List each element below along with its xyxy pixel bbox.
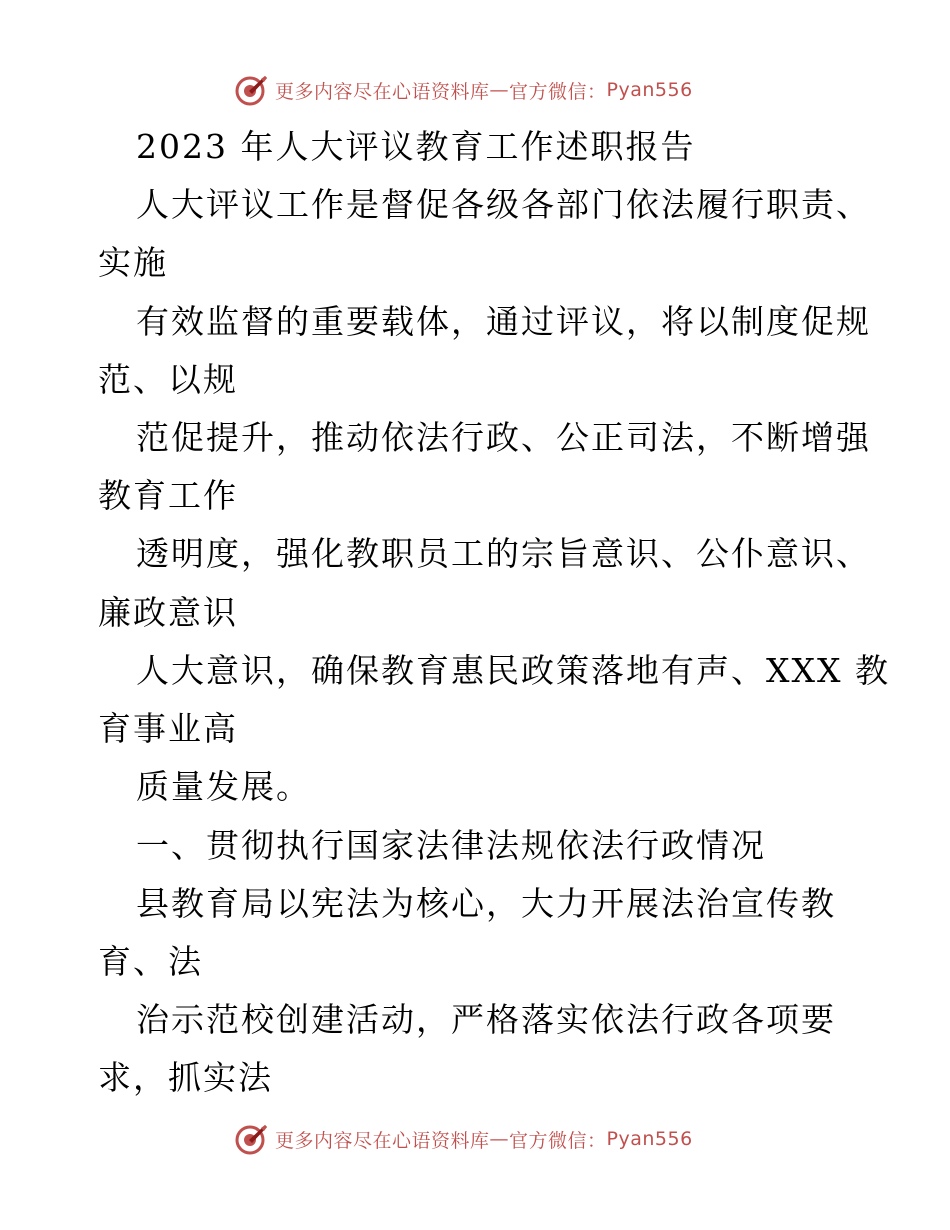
watermark-account: Pyan556 xyxy=(606,1128,693,1150)
pen-logo-icon xyxy=(235,1122,269,1156)
paragraph-line: 人大评议工作是督促各级各部门依法履行职责、 xyxy=(136,185,871,224)
watermark-dash: — xyxy=(489,1128,510,1150)
paragraph-line: 实施 xyxy=(98,243,168,282)
document-title: 2023 年人大评议教育工作述职报告 xyxy=(136,127,696,166)
paragraph-line: 县教育局以宪法为核心，大力开展法治宣传教 xyxy=(136,884,836,923)
paragraph-line: 育事业高 xyxy=(98,709,238,748)
paragraph-line: 人大意识，确保教育惠民政策落地有声、XXX 教 xyxy=(136,651,890,690)
paragraph-line: 有效监督的重要载体，通过评议，将以制度促规 xyxy=(136,302,871,341)
watermark-contact-label: 官方微信： xyxy=(509,80,607,103)
footer-watermark xyxy=(235,1122,693,1156)
watermark-contact-label: 官方微信： xyxy=(509,1129,607,1152)
paragraph-line: 求，抓实法 xyxy=(98,1058,273,1097)
paragraph-line: 教育工作 xyxy=(98,476,238,515)
watermark-library-name: 更多内容尽在心语资料库 xyxy=(275,1129,490,1152)
paragraph-line: 范促提升，推动依法行政、公正司法，不断增强 xyxy=(136,418,871,457)
section-heading: 一、贯彻执行国家法律法规依法行政情况 xyxy=(136,826,766,865)
header-watermark xyxy=(235,73,693,107)
watermark-account: Pyan556 xyxy=(606,79,693,101)
paragraph-line: 质量发展。 xyxy=(136,767,311,806)
paragraph-line: 范、以规 xyxy=(98,360,238,399)
paragraph-line: 治示范校创建活动，严格落实依法行政各项要 xyxy=(136,1000,836,1039)
paragraph-line: 透明度，强化教职员工的宗旨意识、公仆意识、 xyxy=(136,534,871,573)
paragraph-line: 廉政意识 xyxy=(98,593,238,632)
paragraph-line: 育、法 xyxy=(98,942,203,981)
watermark-library-name: 更多内容尽在心语资料库 xyxy=(275,80,490,103)
watermark-dash: — xyxy=(489,79,510,101)
pen-logo-icon xyxy=(235,73,269,107)
